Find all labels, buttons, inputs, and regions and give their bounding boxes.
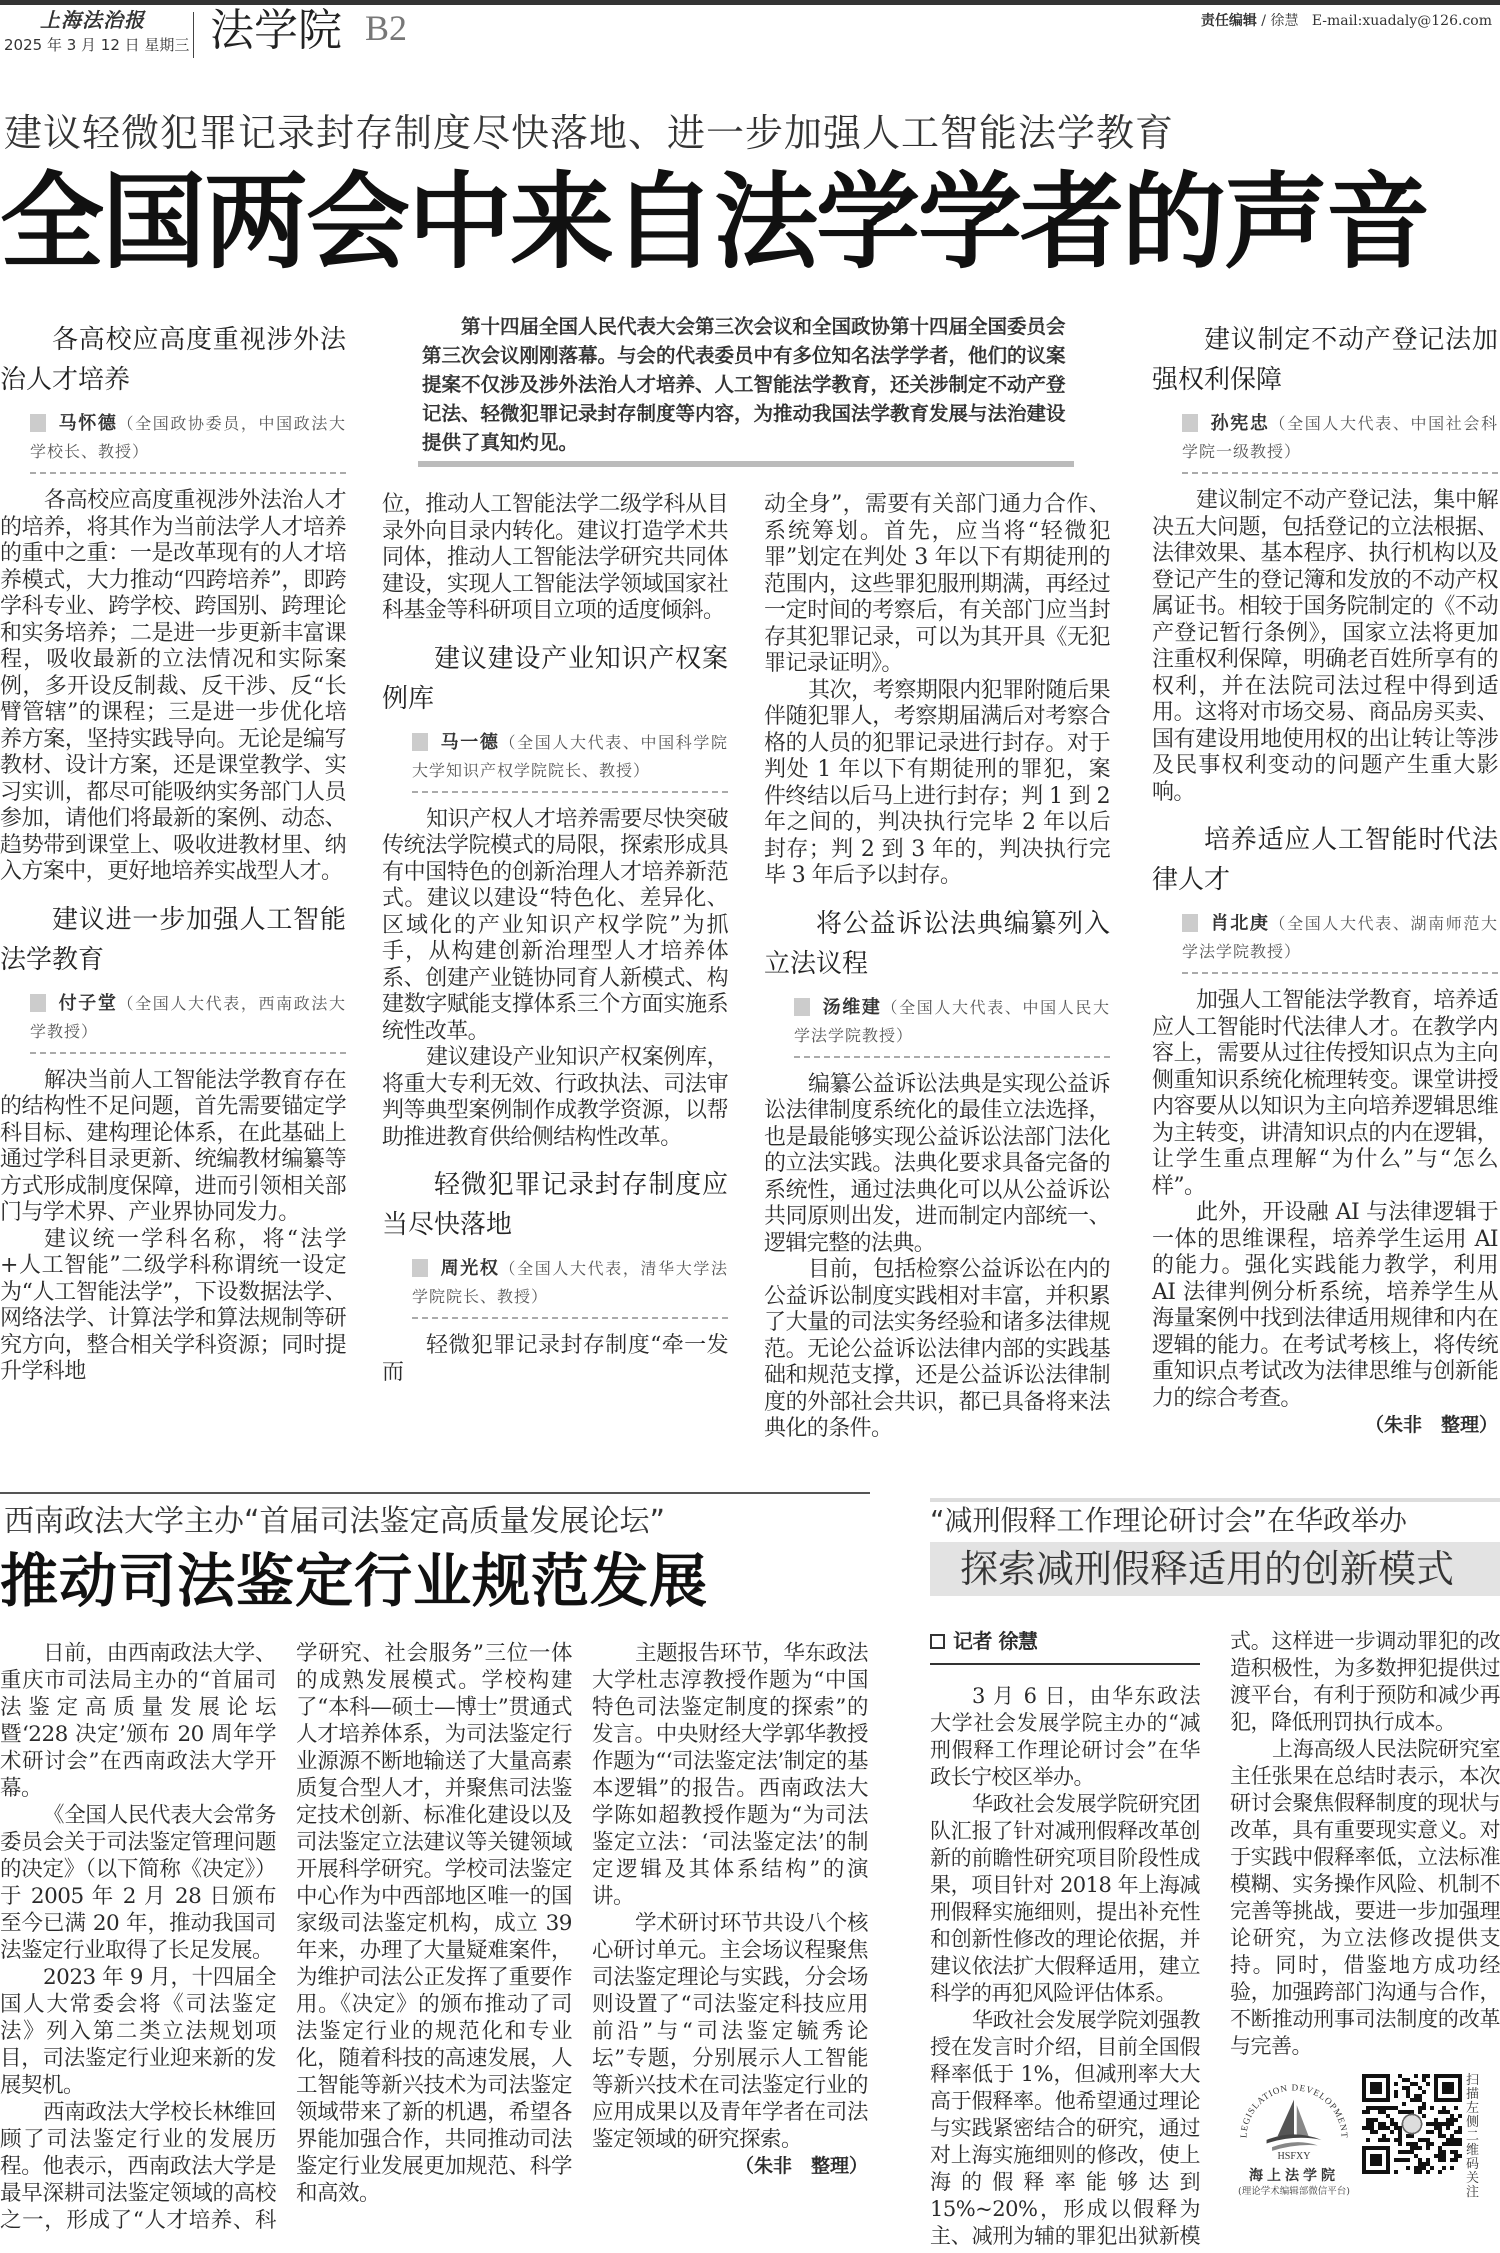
editor-info xyxy=(1201,10,1492,30)
byline xyxy=(1182,910,1498,974)
author-name: 汤维建 xyxy=(822,996,882,1018)
byline xyxy=(412,729,728,793)
parole-article-kicker: “减刑假释工作理论研讨会”在华政举办 xyxy=(930,1504,1408,1537)
forum-article-body xyxy=(0,1640,868,2234)
paragraph: 建议制定不动产登记法，集中解决五大问题，包括登记的立法根据、法律效果、基本程序、执行机构以及登记产生的登记簿和发放的不动产权属证书。相较于国务院制定的《不动产登记暂行条例》，国家立法将更加注重权利保障，明确老百姓所享有的权利，并在法院司法过程中得到适用。这将对市场交易、商品房买卖、国有建设用地使用权的出让转让等涉及民事权利变动的问题产生重大影响。 xyxy=(1152,488,1498,805)
qr-module xyxy=(1426,2074,1430,2078)
section-heading: 建议进一步加强人工智能法学教育 xyxy=(0,904,346,975)
author-affiliation: （全国人大代表，清华大学法学院院长、教授） xyxy=(412,1259,728,1306)
qr-module xyxy=(1422,2078,1426,2082)
paragraph: 西南政法大学校长林维回顾了司法鉴定行业的发展历程。他表示，西南政法大学是最早深耕司法鉴定领域的高校之一，形成了“人才培养、科学研究、社会服务”三位一体的成熟发展模式。学校构建了“本科—硕士—博士”贯通式人才培养体系，为司法鉴定行业源源不断地输送了大量高素质复合型人才，并聚焦司法鉴定技术创新、标准化建设以及司法鉴定立法建议等关键领域开展科学研究。学校司法鉴定中心作为中西部地区唯一的国家级司法鉴定机构，成立 39 年来，办理了大量疑难案件，为维护司法公正发挥了重要作用。《决定》的颁布推动了司法鉴定行业的规范化和专业化，随着科技的高速发展，人工智能等新兴技术为司法鉴定领域带来了新的机遇，希望各界能加强合作，共同推动司法鉴定行业发展更加规范、科学和高效。 xyxy=(0,1641,572,2233)
qr-module xyxy=(1434,2126,1438,2130)
section-divider xyxy=(0,1492,870,1494)
author-affiliation: （全国人大代表、湖南师范大学法学院教授） xyxy=(1182,914,1498,961)
byline-marker-icon xyxy=(30,414,46,432)
logo-arc-text: LEGISLATION DEVELOPMENT xyxy=(1238,2082,1350,2139)
qr-module xyxy=(1426,2158,1430,2162)
top-column-4 xyxy=(1152,320,1498,1439)
qr-module xyxy=(1414,2082,1418,2086)
qr-module xyxy=(1454,2150,1458,2154)
editor-signature: （朱非 整理） xyxy=(734,2155,868,2177)
parole-article-body xyxy=(930,1628,1500,2253)
qr-module xyxy=(1446,2126,1450,2130)
qr-module xyxy=(1382,2110,1386,2114)
byline-marker-icon xyxy=(794,998,810,1016)
newspaper-logo: 上海法治报 xyxy=(40,8,145,32)
top-column-2 xyxy=(382,492,728,1386)
qr-module xyxy=(1426,2122,1430,2126)
section-heading: 建议制定不动产登记法加强权利保障 xyxy=(1152,325,1498,395)
qr-module xyxy=(1374,2130,1378,2134)
paragraph: 主题报告环节，华东政法大学杜志淳教授作题为“中国特色司法鉴定制度的探索”的发言。中央财经大学郭华教授作题为“‘司法鉴定法’制定的基本逻辑”的报告。西南政法大学陈如超教授作题为“为司法鉴定立法：‘司法鉴定法’的制定逻辑及其体系结构”的演讲。 xyxy=(592,1641,868,1909)
qr-module xyxy=(1418,2138,1422,2142)
qr-module xyxy=(1402,2110,1406,2114)
qr-module xyxy=(1454,2142,1458,2146)
qr-module xyxy=(1394,2090,1398,2094)
qr-module xyxy=(1406,2142,1410,2146)
paragraph: 3 月 6 日，由华东政法大学社会发展学院主办的“减刑假释工作理论研讨会”在华政长宁校区举办。 xyxy=(930,1684,1200,1789)
qr-finder-mark xyxy=(1370,2154,1382,2166)
qr-module xyxy=(1410,2134,1414,2138)
qr-module xyxy=(1414,2094,1418,2098)
qr-module xyxy=(1442,2110,1446,2114)
scan-qr-hint: 扫描左侧二维码关注 xyxy=(1466,2073,1480,2200)
qr-module xyxy=(1362,2126,1366,2130)
editor-name: / 徐慧 xyxy=(1256,13,1299,29)
qr-module xyxy=(1450,2118,1454,2122)
qr-module xyxy=(1438,2154,1442,2158)
qr-module xyxy=(1442,2134,1446,2138)
qr-module xyxy=(1434,2154,1438,2158)
qr-module xyxy=(1394,2126,1398,2130)
qr-module xyxy=(1402,2086,1406,2090)
qr-module xyxy=(1442,2154,1446,2158)
paragraph: 建议建设产业知识产权案例库，将重大专利无效、行政执法、司法审判等典型案例制作成教学资源，以帮助推进教育供给侧结构性改革。 xyxy=(382,1045,728,1150)
svg-text:LEGISLATION DEVELOPMENT xyxy=(1238,2082,1349,2138)
qr-module xyxy=(1378,2110,1382,2114)
qr-module xyxy=(1422,2074,1426,2078)
qr-module xyxy=(1454,2154,1458,2158)
section-heading: 培养适应人工智能时代法律人才 xyxy=(1152,825,1498,895)
qr-module xyxy=(1390,2118,1394,2122)
qr-module xyxy=(1430,2142,1434,2146)
qr-module xyxy=(1422,2106,1426,2110)
qr-module xyxy=(1382,2106,1386,2110)
qr-module xyxy=(1394,2138,1398,2142)
qr-module xyxy=(1382,2126,1386,2130)
section-heading: 将公益诉讼法典编纂列入立法议程 xyxy=(764,908,1110,979)
paragraph: 解决当前人工智能法学教育存在的结构性不足问题，首先需要锚定学科目标、建构理论体系，在此基础上通过学科目录更新、统编教材编纂等方式形成制度保障，进而引领相关部门与学术界、产业界协同发力。 xyxy=(0,1067,346,1225)
qr-module xyxy=(1398,2138,1402,2142)
qr-module xyxy=(1438,2110,1442,2114)
qr-module xyxy=(1390,2106,1394,2110)
byline-marker-icon xyxy=(1182,914,1198,932)
qr-module xyxy=(1426,2170,1430,2174)
qr-module xyxy=(1458,2130,1462,2134)
qr-module xyxy=(1418,2162,1422,2166)
byline xyxy=(412,1255,728,1319)
section-heading: 各高校应高度重视涉外法治人才培养 xyxy=(0,325,346,395)
paragraph: 加强人工智能法学教育，培养适应人工智能时代法律人才。在教学内容上，需要从过往传授知识点为主向侧重知识系统化梳理转变。课堂讲授内容要从以知识为主向培养逻辑思维为主转变，讲清知识点的内在逻辑，让学生重点理解“为什么”与“怎么样”。 xyxy=(1152,988,1498,1199)
qr-finder-mark xyxy=(1370,2082,1382,2094)
reporter-name: 记者 徐慧 xyxy=(953,1629,1038,1653)
qr-module xyxy=(1446,2110,1450,2114)
qr-module xyxy=(1398,2110,1402,2114)
qr-module xyxy=(1370,2118,1374,2122)
issue-date: 2025 年 3 月 12 日 星期三 xyxy=(4,36,190,54)
qr-module xyxy=(1394,2094,1398,2098)
qr-module xyxy=(1366,2122,1370,2126)
qr-module xyxy=(1422,2162,1426,2166)
paragraph: 华政社会发展学院研究团队汇报了针对减刑假释改革创新的前瞻性研究项目阶段性成果，项目针对 2018 年上海减刑假释实施细则，提出补充性和创新性修改的理论依据，并建议依法扩大假释适用，建立科学的再犯风险评估体系。 xyxy=(930,1792,1200,2005)
qr-module xyxy=(1414,2146,1418,2150)
qr-module xyxy=(1414,2142,1418,2146)
qr-module xyxy=(1418,2146,1422,2150)
qr-module xyxy=(1442,2150,1446,2154)
qr-module xyxy=(1458,2126,1462,2130)
qr-module xyxy=(1442,2106,1446,2110)
paragraph: 位，推动人工智能法学二级学科从目录外向目录内转化。建议打造学术共同体，推动人工智能法学研究共同体建设，实现人工智能法学领域国家社科基金等科研项目立项的适度倾斜。 xyxy=(382,492,728,623)
top-column-3 xyxy=(764,492,1110,1443)
author-name: 马怀德 xyxy=(58,413,118,434)
qr-module xyxy=(1402,2102,1406,2106)
qr-module xyxy=(1450,2150,1454,2154)
qr-module xyxy=(1366,2138,1370,2142)
paragraph: 建议统一学科名称，将“法学+人工智能”二级学科称谓统一设定为“人工智能法学”，下设数据法学、网络法学、计算法学和算法规制等研究方向，整合相关学科资源；同时提升学科地 xyxy=(0,1226,346,1384)
qr-module xyxy=(1366,2126,1370,2130)
qr-module xyxy=(1406,2110,1410,2114)
author-affiliation: （全国政协委员，中国政法大学校长、教授） xyxy=(30,414,346,461)
qr-module xyxy=(1446,2118,1450,2122)
qr-module xyxy=(1426,2162,1430,2166)
paragraph: 日前，由西南政法大学、重庆市司法局主办的“首届司法鉴定高质量发展论坛暨‘228 决定’颁布 20 周年学术研讨会”在西南政法大学开幕。 xyxy=(0,1641,276,1801)
author-name: 周光权 xyxy=(440,1258,500,1279)
top-article-intro: 第十四届全国人民代表大会第三次会议和全国政协第十四届全国委员会第三次会议刚刚落幕。与会的代表委员中有多位知名法学学者，他们的议案提案不仅涉及涉外法治人才培养、人工智能法学教育，还关涉制定不动产登记法、轻微犯罪记录封存制度等内容，为推动我国法学教育发展与法治建设提供了真知灼见。 xyxy=(418,312,1074,467)
qr-module xyxy=(1418,2098,1422,2102)
author-affiliation: （全国人大代表，西南政法大学教授） xyxy=(30,993,346,1041)
logo-abbr: HSFXY xyxy=(1277,2151,1311,2160)
qr-module xyxy=(1410,2150,1414,2154)
qr-module xyxy=(1414,2170,1418,2174)
qr-module xyxy=(1430,2122,1434,2126)
qr-module xyxy=(1386,2106,1390,2110)
qr-module xyxy=(1394,2170,1398,2174)
qr-module xyxy=(1406,2094,1410,2098)
section-heading: 建议建设产业知识产权案例库 xyxy=(382,643,728,714)
qr-module xyxy=(1406,2166,1410,2170)
paragraph: 其次，考察期限内犯罪附随后果伴随犯罪人，考察期届满后对考察合格的人员的犯罪记录进行封存。对于判处 1 年以下有期徒刑的罪犯，案件终结以后马上进行封存；判 1 到 2 年之间的，判决执行完毕 2 年以后封存；判 2 到 3 年的，判决执行完毕 3 年后予以封存。 xyxy=(764,677,1110,888)
qr-module xyxy=(1374,2106,1378,2110)
qr-module xyxy=(1414,2074,1418,2078)
qr-module xyxy=(1438,2158,1442,2162)
qr-module xyxy=(1430,2106,1434,2110)
qr-module xyxy=(1386,2138,1390,2142)
qr-module xyxy=(1394,2122,1398,2126)
editor-signature: （朱非 整理） xyxy=(1364,1414,1498,1436)
qr-module xyxy=(1370,2130,1374,2134)
top-article-kicker: 建议轻微犯罪记录封存制度尽快落地、进一步加强人工智能法学教育 xyxy=(4,111,1175,155)
qr-module xyxy=(1422,2102,1426,2106)
paragraph: 目前，包括检察公益诉讼在内的公益诉讼制度实践相对丰富，并积累了大量的司法实务经验和诸多法律规范。无论公益诉讼法律内部的实践基础和规范支撑，还是公益诉讼法律制度的外部社会共识，都已具备将来法典化的条件。 xyxy=(764,1257,1110,1441)
qr-module xyxy=(1382,2134,1386,2138)
qr-module xyxy=(1438,2150,1442,2154)
qr-module xyxy=(1426,2142,1430,2146)
qr-module xyxy=(1458,2142,1462,2146)
qr-module xyxy=(1406,2158,1410,2162)
qr-module xyxy=(1418,2094,1422,2098)
byline xyxy=(1182,410,1498,474)
section-title: 法学院 xyxy=(210,5,342,56)
qr-module xyxy=(1438,2130,1442,2134)
qr-module xyxy=(1418,2110,1422,2114)
qr-module xyxy=(1454,2106,1458,2110)
paragraph: 各高校应高度重视涉外法治人才的培养，将其作为当前法学人才培养的重中之重：一是改革现有的人才培养模式，大力推动“四跨培养”，即跨学科专业、跨学校、跨国别、跨理论和实务培养；二是进一步更新丰富课程，吸收最新的立法情况和实际案例，多开设反制裁、反干涉、反“长臂管辖”的课程；三是进一步优化培养方案，坚持实践导向。无论是编写教材、设计方案，还是课堂教学、实习实训，都尽可能吸纳实务部门人员参加，请他们将最新的案例、动态、趋势带到课堂上、吸收进教材里、纳入方案中，更好地培养实战型人才。 xyxy=(0,488,346,884)
qr-module xyxy=(1438,2170,1442,2174)
editor-label: 责任编辑 xyxy=(1200,13,1257,29)
square-icon xyxy=(930,1634,945,1649)
qr-module xyxy=(1450,2158,1454,2162)
author-name: 孙宪忠 xyxy=(1210,413,1270,434)
qr-module xyxy=(1398,2074,1402,2078)
qr-module xyxy=(1418,2106,1422,2110)
qr-module xyxy=(1442,2166,1446,2170)
qr-module xyxy=(1406,2086,1410,2090)
qr-module xyxy=(1438,2126,1442,2130)
byline-marker-icon xyxy=(412,1259,428,1277)
qr-module xyxy=(1378,2106,1382,2110)
qr-module xyxy=(1446,2142,1450,2146)
qr-module xyxy=(1398,2142,1402,2146)
author-name: 付子堂 xyxy=(58,992,118,1014)
qr-module xyxy=(1442,2142,1446,2146)
qr-module xyxy=(1402,2158,1406,2162)
paragraph: 此外，开设融 AI 与法律逻辑于一体的思维课程，培养学生运用 AI 的能力。强化实践能力教学，利用 AI 法律判例分析系统，培养学生从海量案例中找到法律适用规律和内在逻辑的能力。在考试考核上，将传统重知识点考试改为法律思维与创新能力的综合考查。 xyxy=(1152,1200,1498,1411)
qr-module xyxy=(1402,2150,1406,2154)
section-divider-gray xyxy=(930,1498,1500,1502)
paragraph: 动全身”，需要有关部门通力合作、系统筹划。首先，应当将“轻微犯罪”划定在判处 3 年以下有期徒刑的范围内，这些罪犯服刑期满，再经过一定时间的考察后，有关部门应当封存其犯罪记录，可以为其开具《无犯罪记录证明》。 xyxy=(764,492,1110,676)
forum-article-headline: 推动司法鉴定行业规范发展 xyxy=(0,1547,709,1615)
qr-module xyxy=(1446,2122,1450,2126)
masthead-divider xyxy=(193,12,194,58)
qr-module xyxy=(1430,2166,1434,2170)
qr-module xyxy=(1398,2130,1402,2134)
qr-code[interactable] xyxy=(1362,2074,1462,2174)
qr-module xyxy=(1362,2110,1366,2114)
qr-module xyxy=(1418,2170,1422,2174)
paragraph: 华政社会发展学院刘强教授在发言时介绍，目前全国假释率低于 1%，但减刑率大大高于假释率。他希望通过理论与实践紧密结合的研究，通过对上海实施细则的修改，使上海的假释率能够达到 15%~20%，形成以假释为主、减刑为辅的罪犯出狱新模式。这样进一步调动罪犯的改造积极性，为多数押犯提供过渡平台，有利于预防和减少再犯，降低刑罚执行成本。 xyxy=(930,1629,1500,2248)
qr-module xyxy=(1370,2126,1374,2130)
qr-module xyxy=(1450,2138,1454,2142)
author-affiliation: （全国人大代表、中国科学院大学知识产权学院院长、教授） xyxy=(412,732,728,780)
qr-module xyxy=(1390,2130,1394,2134)
qr-module xyxy=(1454,2138,1458,2142)
author-affiliation: （全国人大代表、中国社会科学院一级教授） xyxy=(1182,414,1498,461)
author-name: 肖北庚 xyxy=(1210,913,1270,934)
qr-module xyxy=(1422,2114,1426,2118)
qr-module xyxy=(1410,2098,1414,2102)
qr-module xyxy=(1442,2122,1446,2126)
qr-module xyxy=(1414,2098,1418,2102)
paragraph: 2023 年 9 月，十四届全国人大常委会将《司法鉴定法》列入第二类立法规划项目，司法鉴定行业迎来新的发展契机。 xyxy=(0,1965,276,2098)
qr-module xyxy=(1406,2078,1410,2082)
qr-finder-mark xyxy=(1442,2082,1454,2094)
reporter-byline xyxy=(930,1628,1200,1665)
byline xyxy=(794,994,1110,1058)
qr-module xyxy=(1410,2142,1414,2146)
qr-module xyxy=(1434,2118,1438,2122)
qr-module xyxy=(1450,2114,1454,2118)
qr-module xyxy=(1438,2146,1442,2150)
qr-module xyxy=(1458,2154,1462,2158)
qr-module xyxy=(1430,2130,1434,2134)
qr-module xyxy=(1438,2134,1442,2138)
qr-module xyxy=(1454,2158,1458,2162)
qr-center-emblem-icon xyxy=(1402,2114,1421,2133)
author-name: 马一德 xyxy=(440,731,500,753)
qr-module xyxy=(1450,2166,1454,2170)
qr-module xyxy=(1398,2134,1402,2138)
qr-module xyxy=(1406,2150,1410,2154)
logo-name: 海上法学院 xyxy=(1249,2168,1339,2184)
sailboat-logo-icon xyxy=(1230,2074,1358,2160)
top-article-headline: 全国两会中来自法学学者的声音 xyxy=(0,160,1429,283)
byline-marker-icon xyxy=(30,994,46,1012)
qr-module xyxy=(1422,2166,1426,2170)
qr-module xyxy=(1378,2122,1382,2126)
author-affiliation: （全国人大代表、中国人民大学法学院教授） xyxy=(794,997,1110,1045)
qr-module xyxy=(1418,2158,1422,2162)
qr-module xyxy=(1374,2118,1378,2122)
qr-module xyxy=(1414,2166,1418,2170)
paragraph: 学术研讨环节共设八个核心研讨单元。主会场议程聚焦司法鉴定理论与实践，分会场则设置了“司法鉴定科技应用前沿”与“司法鉴定毓秀论坛”专题，分别展示人工智能等新兴技术在司法鉴定行业的应用成果以及青年学者在司法鉴定领域的研究探索。 xyxy=(592,1911,868,2152)
qr-module xyxy=(1394,2106,1398,2110)
qr-module xyxy=(1438,2122,1442,2126)
qr-module xyxy=(1366,2106,1370,2110)
qr-module xyxy=(1394,2082,1398,2086)
qr-module xyxy=(1450,2122,1454,2126)
qr-module xyxy=(1386,2114,1390,2118)
qr-module xyxy=(1446,2138,1450,2142)
qr-module xyxy=(1366,2110,1370,2114)
qr-module xyxy=(1450,2142,1454,2146)
qr-module xyxy=(1382,2138,1386,2142)
qr-module xyxy=(1426,2130,1430,2134)
qr-module xyxy=(1378,2138,1382,2142)
byline-marker-icon xyxy=(1182,414,1198,432)
qr-module xyxy=(1426,2138,1430,2142)
forum-article-kicker: 西南政法大学主办“首届司法鉴定高质量发展论坛” xyxy=(4,1504,666,1539)
qr-module xyxy=(1454,2118,1458,2122)
qr-module xyxy=(1370,2106,1374,2110)
qr-module xyxy=(1434,2122,1438,2126)
qr-module xyxy=(1402,2078,1406,2082)
hsfxy-logo xyxy=(1230,2074,1358,2198)
qr-module xyxy=(1426,2146,1430,2150)
qr-module xyxy=(1426,2082,1430,2086)
qr-module xyxy=(1394,2158,1398,2162)
editor-email[interactable]: E-mail:xuadaly@126.com xyxy=(1311,13,1492,29)
qr-module xyxy=(1422,2138,1426,2142)
paragraph: 上海高级人民法院研究室主任张果在总结时表示，本次研讨会聚焦假释制度的现状与改革，具有重要现实意义。对于实践中假释率低，立法标准模糊、实务操作风险、机制不完善等挑战，要进一步加强理论研究，为立法修改提供支持。同时，借鉴地方成功经验，加强跨部门沟通与合作，不断推动刑事司法制度的改革与完善。 xyxy=(1230,1737,1500,2058)
qr-module xyxy=(1450,2134,1454,2138)
qr-module xyxy=(1410,2146,1414,2150)
qr-module xyxy=(1370,2122,1374,2126)
qr-module xyxy=(1422,2090,1426,2094)
qr-module xyxy=(1366,2118,1370,2122)
qr-module xyxy=(1418,2086,1422,2090)
logo-subtitle: (理论学术编辑部微信平台) xyxy=(1238,2186,1350,2197)
paragraph: 《全国人民代表大会常务委员会关于司法鉴定管理问题的决定》（以下简称《决定》）于 2005 年 2 月 28 日颁布至今已满 20 年，推动我国司法鉴定行业取得了长足发展。 xyxy=(0,1803,276,1963)
qr-module xyxy=(1410,2082,1414,2086)
page-number: B2 xyxy=(365,8,408,48)
byline-marker-icon xyxy=(412,733,428,751)
qr-module xyxy=(1418,2166,1422,2170)
qr-module xyxy=(1406,2090,1410,2094)
qr-module xyxy=(1398,2126,1402,2130)
qr-module xyxy=(1398,2150,1402,2154)
paragraph: 编纂公益诉讼法典是实现公益诉讼法律制度系统化的最佳立法选择，也是最能够实现公益诉讼法部门法化的立法实践。法典化要求具备完备的系统性，通过法典化可以从公益诉讼共同原则出发，进而制定内部统一、逻辑完整的法典。 xyxy=(764,1071,1110,1256)
qr-module xyxy=(1406,2134,1410,2138)
byline xyxy=(30,990,346,1054)
qr-module xyxy=(1378,2126,1382,2130)
qr-module xyxy=(1458,2114,1462,2118)
section-heading: 轻微犯罪记录封存制度应当尽快落地 xyxy=(382,1170,728,1240)
qr-module xyxy=(1390,2122,1394,2126)
paragraph: 知识产权人才培养需要尽快突破传统法学院模式的局限，探索形成具有中国特色的创新治理人才培养新范式。建议以建设“特色化、差异化、区域化的产业知识产权学院”为抓手，从构建创新治理型人才培养体系、创建产业链协同育人新模式、构建数字赋能支撑体系三个方面实施系统性改革。 xyxy=(382,806,728,1044)
qr-module xyxy=(1398,2158,1402,2162)
qr-module xyxy=(1454,2130,1458,2134)
top-column-1 xyxy=(0,320,346,1386)
qr-module xyxy=(1410,2110,1414,2114)
qr-module xyxy=(1442,2158,1446,2162)
qr-module xyxy=(1458,2138,1462,2142)
qr-module xyxy=(1414,2154,1418,2158)
wechat-promo xyxy=(1230,2074,1500,2200)
qr-module xyxy=(1386,2126,1390,2130)
qr-module xyxy=(1382,2122,1386,2126)
parole-article-headline: 探索减刑假释适用的创新模式 xyxy=(960,1547,1455,1591)
byline xyxy=(30,410,346,474)
paragraph: 轻微犯罪记录封存制度“牵一发而 xyxy=(382,1333,728,1385)
